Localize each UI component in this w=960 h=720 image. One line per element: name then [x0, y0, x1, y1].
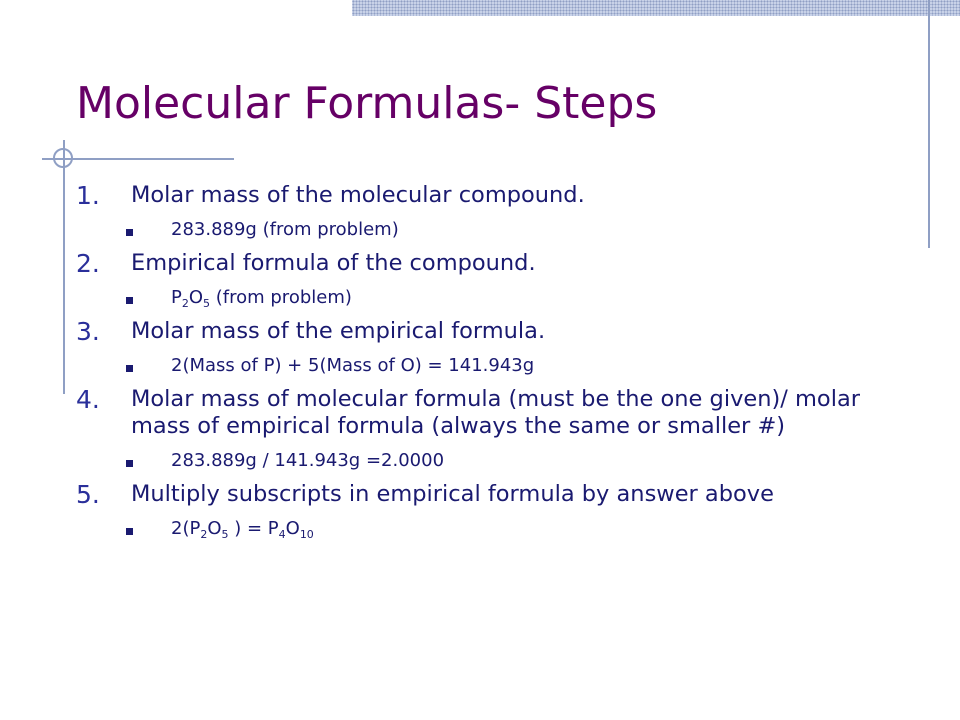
- step-number: 2.: [76, 249, 100, 278]
- formula-element-o: O: [207, 518, 222, 539]
- square-bullet-icon: [126, 297, 133, 304]
- step-number: 5.: [76, 480, 100, 509]
- formula-element-o: O: [285, 518, 300, 539]
- formula-subscript: 2: [181, 297, 189, 310]
- step-5-detail: [76, 517, 906, 541]
- square-bullet-icon: [126, 365, 133, 372]
- detail-text: 283.889g / 141.943g =2.0000: [171, 450, 445, 471]
- slide-title: Molecular Formulas- Steps: [76, 78, 658, 129]
- detail-text: (from problem): [210, 287, 352, 308]
- step-text: Molar mass of the molecular compound.: [131, 182, 585, 208]
- step-list: [76, 182, 906, 549]
- step-text: Molar mass of molecular formula (must be the one given)/ molar mass of empirical formula (always the same or smaller #): [131, 386, 860, 439]
- step-2: [76, 250, 906, 277]
- step-text: Multiply subscripts in empirical formula by answer above: [131, 481, 774, 507]
- detail-text: 283.889g (from problem): [171, 219, 399, 240]
- step-1: [76, 182, 906, 209]
- formula-element-o: O: [188, 287, 204, 308]
- decorative-dotted-band: [352, 0, 960, 16]
- formula-prefix: 2(P: [171, 518, 201, 539]
- decorative-vertical-line-left: [63, 140, 65, 394]
- step-3-detail: [76, 354, 906, 378]
- step-4-detail: [76, 449, 906, 473]
- step-2-detail: [76, 286, 906, 310]
- step-text: Molar mass of the empirical formula.: [131, 318, 546, 344]
- formula-middle: ) = P: [228, 518, 279, 539]
- square-bullet-icon: [126, 460, 133, 467]
- decorative-vertical-line-right: [928, 0, 930, 248]
- step-text: Empirical formula of the compound.: [131, 250, 536, 276]
- step-3: [76, 318, 906, 345]
- step-1-detail: [76, 218, 906, 242]
- step-number: 4.: [76, 385, 100, 414]
- square-bullet-icon: [126, 229, 133, 236]
- formula-element-p: P: [171, 287, 182, 308]
- decorative-circle: [53, 148, 73, 168]
- formula-subscript: 2: [200, 528, 208, 541]
- step-number: 3.: [76, 317, 100, 346]
- step-5: [76, 481, 906, 508]
- detail-text: 2(Mass of P) + 5(Mass of O) = 141.943g: [171, 355, 535, 376]
- formula-subscript: 5: [203, 297, 211, 310]
- step-4: [76, 386, 906, 440]
- square-bullet-icon: [126, 528, 133, 535]
- formula-subscript: 4: [278, 528, 286, 541]
- formula-subscript: 10: [299, 528, 314, 541]
- step-number: 1.: [76, 181, 100, 210]
- formula-subscript: 5: [221, 528, 229, 541]
